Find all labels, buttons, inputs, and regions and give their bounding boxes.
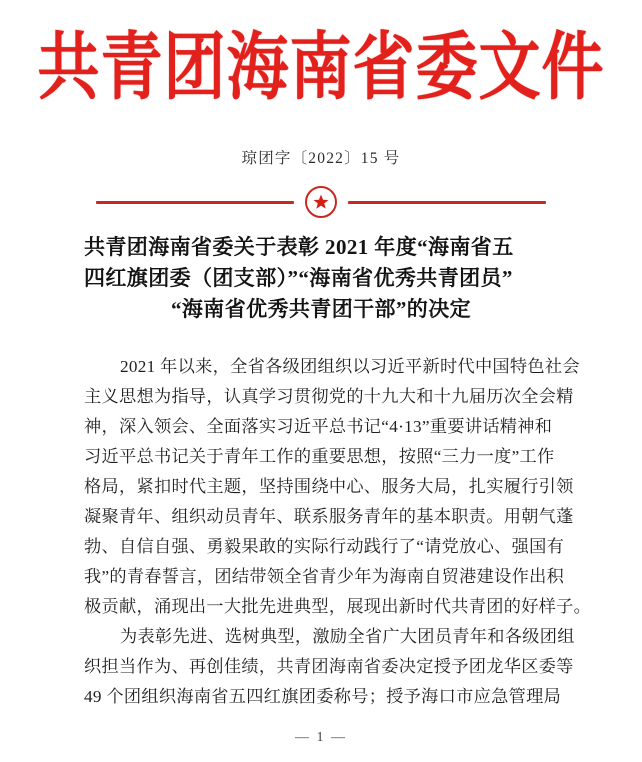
body-line: 格局，紧扣时代主题，坚持围绕中心、服务大局，扎实履行引领 bbox=[84, 477, 574, 496]
separator-line-left bbox=[96, 201, 294, 204]
body-line: 2021 年以来，全省各级团组织以习近平新时代中国特色社会 bbox=[120, 357, 580, 376]
body-line: 主义思想为指导，认真学习贯彻党的十九大和十九届历次全会精 bbox=[84, 387, 574, 406]
document-title-line-2: 四红旗团委（团支部）”“海南省优秀共青团员” bbox=[84, 266, 513, 290]
page-footer bbox=[0, 728, 642, 746]
body-paragraph-1 bbox=[84, 352, 592, 622]
document-body bbox=[84, 352, 592, 712]
body-line: 织担当作为、再创佳绩，共青团海南省委决定授予团龙华区委等 bbox=[84, 657, 574, 676]
body-line: 我”的青春誓言，团结带领全省青少年为海南自贸港建设作出积 bbox=[84, 567, 565, 586]
star-separator bbox=[0, 186, 642, 218]
body-line: 极贡献，涌现出一大批先进典型，展现出新时代共青团的好样子。 bbox=[84, 597, 592, 616]
document-number-row bbox=[0, 146, 642, 168]
body-line: 神，深入领会、全面落实习近平总书记“4·13”重要讲话精神和 bbox=[84, 417, 553, 436]
body-line: 49 个团组织海南省五四红旗团委称号；授予海口市应急管理局 bbox=[84, 687, 562, 706]
body-line: 勃、自信自强、勇毅果敢的实际行动践行了“请党放心、强国有 bbox=[84, 537, 565, 556]
body-paragraph-2 bbox=[84, 622, 575, 712]
body-line: 习近平总书记关于青年工作的重要思想，按照“三力一度”工作 bbox=[84, 447, 555, 466]
separator-line-right bbox=[348, 201, 546, 204]
document-title bbox=[84, 232, 558, 325]
body-line: 凝聚青年、组织动员青年、联系服务青年的基本职责。用朝气蓬 bbox=[84, 507, 574, 526]
document-masthead bbox=[0, 26, 642, 109]
document-title-line-3: “海南省优秀共青团干部”的决定 bbox=[171, 297, 471, 321]
document-title-line-1: 共青团海南省委关于表彰 2021 年度“海南省五 bbox=[84, 235, 514, 259]
page-number: — 1 — bbox=[295, 730, 347, 745]
red-star-emblem-icon bbox=[305, 186, 337, 218]
document-number: 琼团字〔2022〕15 号 bbox=[241, 150, 401, 167]
body-line: 为表彰先进、选树典型，激励全省广大团员青年和各级团组 bbox=[120, 627, 575, 646]
masthead-title: 共青团海南省委文件 bbox=[37, 28, 605, 109]
